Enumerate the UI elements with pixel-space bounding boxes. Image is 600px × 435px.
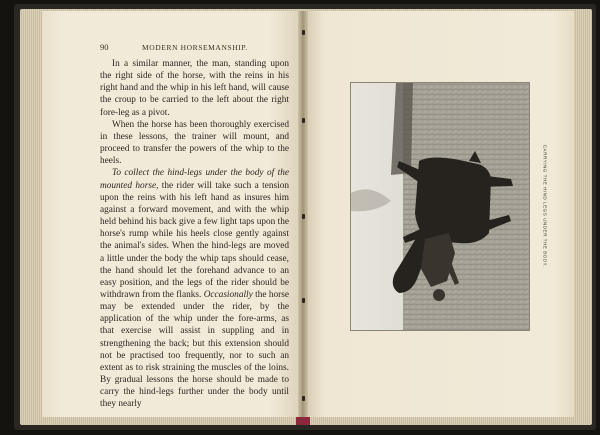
photo-plate: [350, 82, 530, 331]
italic-text: Occasionally: [203, 289, 253, 300]
body-text: [100, 58, 289, 411]
running-head: MODERN HORSEMANSHIP.: [142, 43, 248, 52]
plate-caption: CARRYING THE HIND LEGS UNDER THE BODY.: [542, 144, 548, 267]
text-run: When the horse has been thoroughly exercised in these lessons, the trainer will mount, and proceed to transfer the powers of the whip to the heels.: [100, 119, 289, 167]
binding-stitch: [302, 30, 305, 35]
page-number: 90: [100, 42, 109, 52]
paragraph: [100, 58, 289, 119]
paragraph: [100, 119, 289, 168]
paragraph: [100, 167, 289, 410]
text-run: the horse may be extended under the rider, by the application of the whip under the fore-arms, as that exercise will assist in suppling and in strengthening the back; but this extension should not be practised too frequently, nor to such an extent as to risk straining the muscles of the loins. By gradual lessons the horse should be made to carry the hind-legs further under the body until they nearly: [100, 289, 289, 410]
binding-stitch: [302, 118, 305, 123]
headband: [296, 417, 310, 425]
binding-stitch: [302, 214, 305, 219]
binding-stitch: [302, 396, 305, 401]
text-run: In a similar manner, the man, standing upon the right side of the horse, with the reins in his right hand and the whip in his left hand, will cause the croup to be carried to the left about the right fore-leg as a pivot.: [100, 59, 289, 118]
text-run: the rider will take such a tension upon the reins with his left hand as insures him against a forward movement, and with the whip held behind his back give a few light taps upon the horse's rump while his heels close gently against the animal's sides. When the hind-legs are moved a little under the body the whip taps should cease, the hand should let the forehand advance to an easy position, and the legs of the rider should be withdrawn from the flanks.: [100, 180, 289, 300]
italic-text: To collect the hind-legs under the body of the mounted horse,: [100, 168, 289, 191]
binding-stitch: [302, 298, 305, 303]
horse-photograph: [351, 83, 529, 330]
